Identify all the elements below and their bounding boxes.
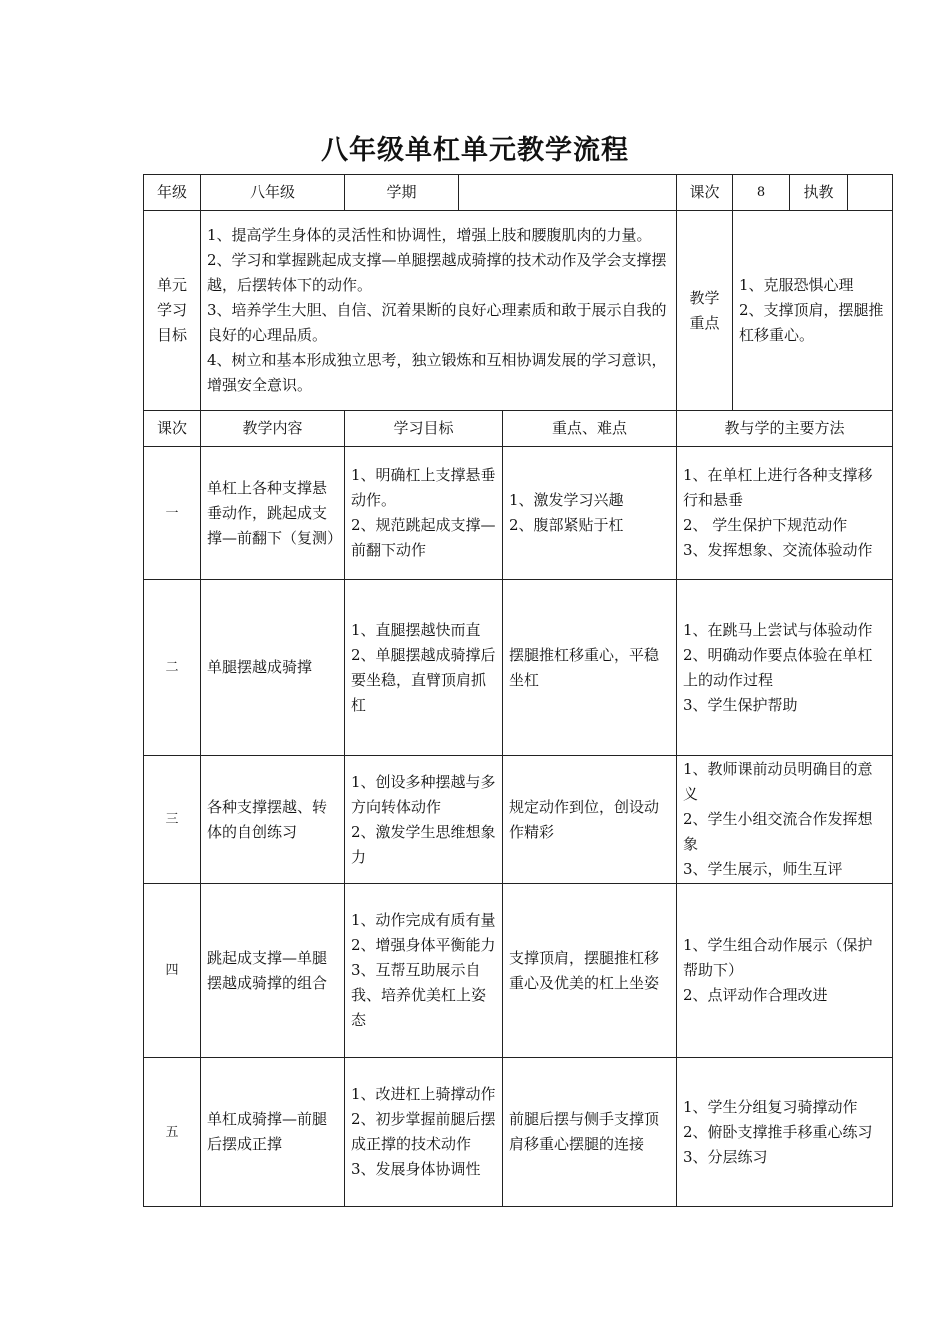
lesson-number: 四 bbox=[144, 884, 201, 1058]
unit-goal-2: 2、学习和掌握跳起成支撑—单腿摆越成骑撑的技术动作及学会支撑摆越，后摆转体下的动作。 bbox=[207, 251, 667, 294]
lesson-plan-table bbox=[143, 174, 893, 1207]
objective-item: 2、单腿摆越成骑撑后要坐稳，直臂顶肩抓杠 bbox=[351, 645, 496, 714]
method-item: 1、教师课前动员明确目的意义 bbox=[683, 760, 873, 803]
objective-item: 1、改进杠上骑撑动作 bbox=[351, 1085, 496, 1103]
col-objectives: 学习目标 bbox=[345, 411, 503, 447]
method-item: 2、点评动作合理改进 bbox=[683, 986, 828, 1004]
term-label: 学期 bbox=[345, 175, 459, 211]
lesson-key-points bbox=[503, 447, 677, 580]
method-item: 2、 学生保护下规范动作 bbox=[683, 516, 848, 534]
lesson-content: 跳起成支撑—单腿摆越成骑撑的组合 bbox=[201, 884, 345, 1058]
lesson-methods bbox=[677, 756, 893, 884]
objective-item: 3、发展身体协调性 bbox=[351, 1160, 481, 1178]
lesson-objectives bbox=[345, 756, 503, 884]
lesson-row bbox=[144, 756, 893, 884]
lesson-content: 单腿摆越成骑撑 bbox=[201, 580, 345, 756]
lessons-value: 8 bbox=[733, 175, 790, 211]
method-item: 1、学生分组复习骑撑动作 bbox=[683, 1097, 858, 1116]
teacher-label: 执教 bbox=[790, 175, 848, 210]
objective-item: 1、创设多种摆越与多方向转体动作 bbox=[351, 772, 496, 816]
focus-item-2: 2、支撑顶肩，摆腿推杠移重心。 bbox=[739, 301, 884, 344]
term-value bbox=[459, 175, 677, 211]
lesson-row bbox=[144, 580, 893, 756]
key-point-item: 摆腿推杠移重心，平稳坐杠 bbox=[509, 645, 660, 689]
method-item: 2、明确动作要点体验在单杠上的动作过程 bbox=[683, 645, 873, 689]
grade-label: 年级 bbox=[144, 175, 201, 211]
lesson-key-points bbox=[503, 884, 677, 1058]
lesson-row bbox=[144, 884, 893, 1058]
key-point-item: 支撑顶肩，摆腿推杠移重心及优美的杠上坐姿 bbox=[509, 948, 660, 992]
objective-item: 1、直腿摆越快而直 bbox=[351, 620, 481, 639]
lesson-content: 单杠上各种支撑悬垂动作，跳起成支撑—前翻下（复测） bbox=[201, 447, 345, 580]
lesson-methods bbox=[677, 580, 893, 756]
key-point-item: 前腿后摆与侧手支撑顶肩移重心摆腿的连接 bbox=[509, 1110, 660, 1153]
key-point-item: 规定动作到位，创设动作精彩 bbox=[509, 797, 660, 841]
col-lesson-number: 课次 bbox=[144, 411, 201, 447]
unit-goals-label bbox=[144, 211, 201, 411]
col-content: 教学内容 bbox=[201, 411, 345, 447]
lesson-number: 一 bbox=[144, 447, 201, 580]
lesson-methods bbox=[677, 1058, 893, 1207]
teaching-focus-label-text: 教学重点 bbox=[689, 288, 720, 332]
key-point-item: 2、腹部紧贴于杠 bbox=[509, 516, 624, 534]
method-item: 2、学生小组交流合作发挥想象 bbox=[683, 810, 873, 853]
objective-item: 2、激发学生思维想象力 bbox=[351, 822, 496, 866]
objective-item: 2、增强身体平衡能力 bbox=[351, 936, 496, 954]
lesson-key-points bbox=[503, 580, 677, 756]
method-item: 3、学生保护帮助 bbox=[683, 695, 798, 714]
header-row bbox=[144, 175, 893, 211]
focus-item-1: 1、克服恐惧心理 bbox=[739, 276, 854, 294]
unit-goal-4: 4、树立和基本形成独立思考，独立锻炼和互相协调发展的学习意识，增强安全意识。 bbox=[207, 351, 667, 394]
teaching-focus bbox=[733, 211, 893, 411]
col-methods: 教与学的主要方法 bbox=[677, 411, 893, 447]
objective-item: 2、初步掌握前腿后摆成正撑的技术动作 bbox=[351, 1110, 496, 1153]
lesson-objectives bbox=[345, 1058, 503, 1207]
method-item: 1、在单杠上进行各种支撑移行和悬垂 bbox=[683, 466, 873, 509]
objective-item: 1、动作完成有质有量 bbox=[351, 911, 496, 929]
lesson-key-points bbox=[503, 1058, 677, 1207]
objective-item: 3、互帮互助展示自我、培养优美杠上姿态 bbox=[351, 961, 487, 1029]
grade-value: 八年级 bbox=[201, 175, 345, 211]
lesson-key-points bbox=[503, 756, 677, 884]
lesson-number: 五 bbox=[144, 1058, 201, 1207]
unit-goal-3: 3、培养学生大胆、自信、沉着果断的良好心理素质和敢于展示自我的良好的心理品质。 bbox=[207, 301, 667, 344]
method-item: 3、学生展示，师生互评 bbox=[683, 860, 843, 878]
key-point-item: 1、激发学习兴趣 bbox=[509, 491, 624, 509]
lesson-objectives bbox=[345, 447, 503, 580]
method-item: 1、学生组合动作展示（保护帮助下） bbox=[683, 936, 873, 979]
objective-item: 1、明确杠上支撑悬垂动作。 bbox=[351, 466, 496, 509]
page-title: 八年级单杠单元教学流程 bbox=[321, 135, 629, 166]
method-item: 2、俯卧支撑推手移重心练习 bbox=[683, 1122, 873, 1141]
teacher-cell bbox=[790, 175, 893, 211]
lesson-methods bbox=[677, 447, 893, 580]
unit-goals-label-text: 单元学习目标 bbox=[156, 276, 187, 344]
unit-goal-1: 1、提高学生身体的灵活性和协调性，增强上肢和腰腹肌肉的力量。 bbox=[207, 226, 652, 244]
lesson-content: 单杠成骑撑—前腿后摆成正撑 bbox=[201, 1058, 345, 1207]
unit-goals bbox=[201, 211, 677, 411]
lesson-methods bbox=[677, 884, 893, 1058]
lesson-objectives bbox=[345, 580, 503, 756]
lesson-objectives bbox=[345, 884, 503, 1058]
method-item: 3、分层练习 bbox=[683, 1147, 768, 1166]
col-key-points: 重点、难点 bbox=[503, 411, 677, 447]
teacher-value bbox=[848, 175, 892, 210]
lesson-row bbox=[144, 447, 893, 580]
lesson-number: 三 bbox=[144, 756, 201, 884]
column-header-row bbox=[144, 411, 893, 447]
method-item: 3、发挥想象、交流体验动作 bbox=[683, 541, 873, 559]
lesson-content: 各种支撑摆越、转体的自创练习 bbox=[201, 756, 345, 884]
lesson-row bbox=[144, 1058, 893, 1207]
method-item: 1、在跳马上尝试与体验动作 bbox=[683, 620, 873, 639]
unit-row bbox=[144, 211, 893, 411]
lessons-label: 课次 bbox=[677, 175, 733, 211]
teaching-focus-label bbox=[677, 211, 733, 411]
objective-item: 2、规范跳起成支撑—前翻下动作 bbox=[351, 516, 496, 559]
lesson-number: 二 bbox=[144, 580, 201, 756]
